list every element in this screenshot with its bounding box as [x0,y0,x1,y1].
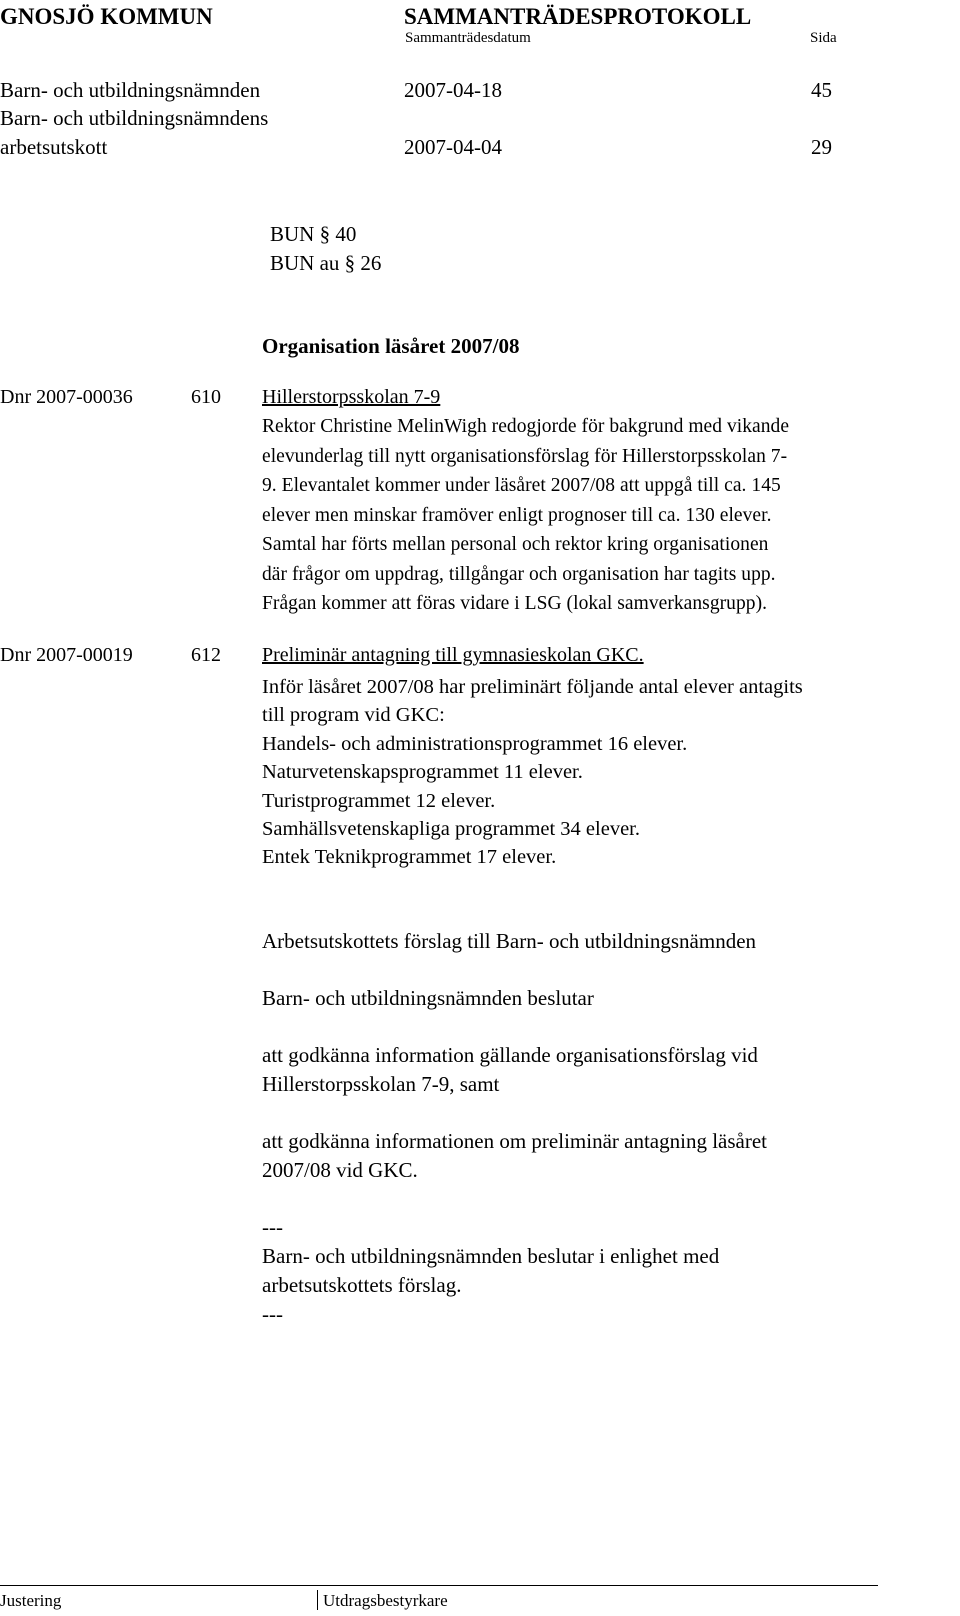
paragraph-ref-bun: BUN § 40 [270,222,357,246]
item-1-heading: Hillerstorpsskolan 7-9 [262,386,441,408]
header-page-1: 45 [811,78,832,102]
body-line: elever men minskar framöver enligt prognoser till ca. 130 elever. [262,504,772,526]
footer-justering: Justering [0,1591,62,1610]
footer-rule [0,1585,878,1586]
decision-line-2: arbetsutskottets förslag. [262,1273,462,1297]
municipality-name: GNOSJÖ KOMMUN [0,4,213,29]
separator-1: --- [262,1215,283,1239]
item-2-body [262,673,803,872]
page-title: Organisation läsåret 2007/08 [262,334,520,358]
body-line: Naturvetenskapsprogrammet 11 elever. [262,761,583,784]
item-2-code: 612 [191,644,221,666]
body-line: där frågor om uppdrag, tillgångar och organisation har tagits upp. [262,563,776,585]
body-line: Samtal har förts mellan personal och rektor kring organisationen [262,534,769,555]
page-label: Sida [810,30,837,46]
proposal-heading: Arbetsutskottets förslag till Barn- och utbildningsnämnden [262,929,757,953]
proposal-att-1-line-2: Hillerstorpsskolan 7-9, samt [262,1072,500,1096]
body-line: Samhällsvetenskapliga programmet 34 elever. [262,818,640,841]
body-line: Entek Teknikprogrammet 17 elever. [262,846,557,869]
item-1-body [262,412,789,619]
footer-divider [317,1590,318,1610]
body-line: Rektor Christine MelinWigh redogjorde för bakgrund med vikande [262,416,790,437]
meeting-date-label: Sammanträdesdatum [405,30,531,46]
header-page-2: 29 [811,135,832,159]
decision-line-1: Barn- och utbildningsnämnden beslutar i enlighet med [262,1244,720,1268]
header-date-1: 2007-04-18 [404,78,502,102]
proposal-att-2-line-1: att godkänna informationen om preliminär antagning läsåret [262,1129,768,1153]
body-line: Frågan kommer att föras vidare i LSG (lokal samverkansgrupp). [262,593,768,614]
header-org-3: arbetsutskott [0,135,108,159]
separator-2: --- [262,1302,283,1326]
item-2-dnr: Dnr 2007-00019 [0,644,133,666]
body-line: Turistprogrammet 12 elever. [262,789,496,812]
document-type: SAMMANTRÄDESPROTOKOLL [404,4,752,29]
proposal-intro: Barn- och utbildningsnämnden beslutar [262,986,594,1010]
body-line: Inför läsåret 2007/08 har preliminärt följande antal elever antagits [262,676,803,698]
body-line: elevunderlag till nytt organisationsförslag för Hillerstorpsskolan 7- [262,445,788,467]
body-line: Handels- och administrationsprogrammet 16 elever. [262,732,688,755]
body-line: till program vid GKC: [262,704,445,727]
item-2-heading: Preliminär antagning till gymnasieskolan GKC. [262,644,644,666]
item-1-code: 610 [191,386,221,408]
header-org-2: Barn- och utbildningsnämndens [0,106,269,130]
header-org-1: Barn- och utbildningsnämnden [0,78,261,102]
footer-utdragsbestyrkare: Utdragsbestyrkare [323,1591,448,1610]
item-1-dnr: Dnr 2007-00036 [0,386,133,408]
proposal-att-2-line-2: 2007/08 vid GKC. [262,1158,418,1182]
paragraph-ref-bun-au: BUN au § 26 [270,251,382,275]
header-date-2: 2007-04-04 [404,135,502,159]
proposal-att-1-line-1: att godkänna information gällande organisationsförslag vid [262,1043,758,1067]
body-line: 9. Elevantalet kommer under läsåret 2007/08 att uppgå till ca. 145 [262,475,781,496]
